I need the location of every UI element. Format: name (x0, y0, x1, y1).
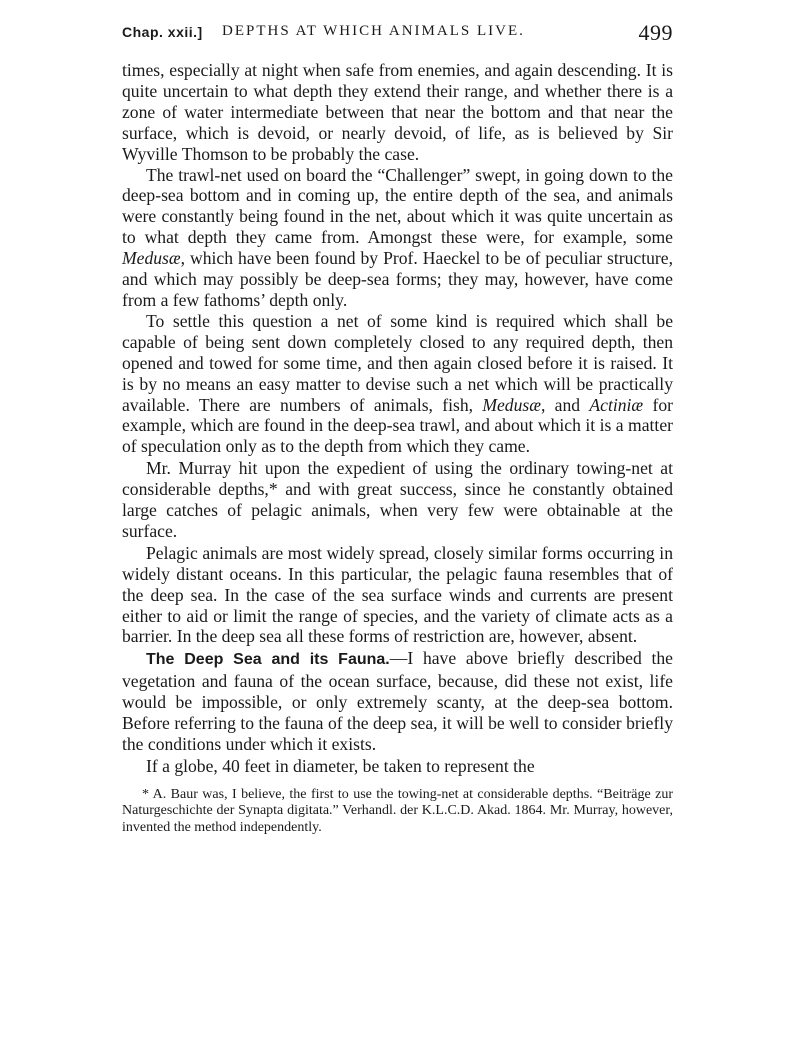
italic-term: Medusæ (122, 248, 181, 269)
page-number: 499 (638, 20, 673, 45)
section-heading: The Deep Sea and its Fauna. (146, 651, 390, 669)
footnote (122, 787, 673, 837)
paragraph-globe: If a globe, 40 feet in diameter, be taken to represent the (146, 755, 535, 776)
paragraph-text: , and (540, 394, 590, 415)
footnote-text: * A. Baur was, I believe, the first to use the towing-net at considerable depths. “Beiträge zur Naturgeschichte der Synapta digitata.” Verhandl. der K.L.C.D. Akad. 1864. Mr. Murray, however, invented the method independently. (122, 786, 673, 835)
paragraph-trawl-net (122, 165, 673, 311)
running-title: DEPTHS AT WHICH ANIMALS LIVE. (222, 23, 525, 39)
paragraph-deep-sea-fauna (122, 648, 673, 755)
main-text (122, 60, 673, 777)
italic-term: Actiniæ (589, 394, 644, 415)
paragraph-text: for example, which are found in the deep-sea trawl, and about which it is a matter of speculation only as to the depth from which they came. (122, 394, 673, 457)
book-page (122, 18, 673, 836)
paragraph-text: , which have been found by Prof. Haeckel to be of peculiar structure, and which may possibly be deep-sea forms; they may, however, have come from a few fathoms’ depth only. (122, 248, 673, 310)
paragraph-text: The trawl-net used on board the “Challenger” swept, in going down to the deep-sea bottom and in coming up, the entire depth of the sea, and animals were constantly being found in the net, about which it was quite uncertain as to what depth they came from. Amongst these were, for example, some (122, 164, 673, 248)
paragraph-pelagic: Pelagic animals are most widely spread, closely similar forms occurring in widely distant oceans. In this particular, the pelagic fauna resembles that of the deep sea. In the case of the sea surface winds and currents are present either to aid or limit the range of species, and the variety of climate acts as a barrier. In the deep sea all these forms of restriction are, however, absent. (122, 542, 673, 647)
paragraph-murray: Mr. Murray hit upon the expedient of using the ordinary towing-net at considerable depths,* and with great success, since he constantly obtained large catches of pelagic animals, when very few were obtainable at the surface. (122, 458, 673, 541)
paragraph-text: —I have above briefly described the vegetation and fauna of the ocean surface, because, did these not exist, life would be impossible, or only extremely scanty, at the deep-sea bottom. Before referring to the fauna of the deep sea, it will be well to consider briefly the conditions under which it exists. (122, 648, 673, 754)
italic-term: Medusæ (482, 394, 541, 415)
running-header (122, 18, 673, 52)
paragraph-continued: times, especially at night when safe from enemies, and again descending. It is quite uncertain to what depth they extend their range, and whether there is a zone of water intermediate between that near the bottom and that near the surface, which is devoid, or nearly devoid, of life, as is believed by Sir Wyville Thomson to be probably the case. (122, 60, 673, 164)
paragraph-closing-net (122, 311, 673, 457)
chapter-label: Chap. xxii.] (122, 24, 203, 40)
paragraph-text: To settle this question a net of some kind is required which shall be capable of being sent down completely closed to any required depth, then opened and towed for some time, and then again closed before it is raised. It is by no means an easy matter to devise such a net which will be practically available. There are numbers of animals, fish, (122, 310, 673, 415)
